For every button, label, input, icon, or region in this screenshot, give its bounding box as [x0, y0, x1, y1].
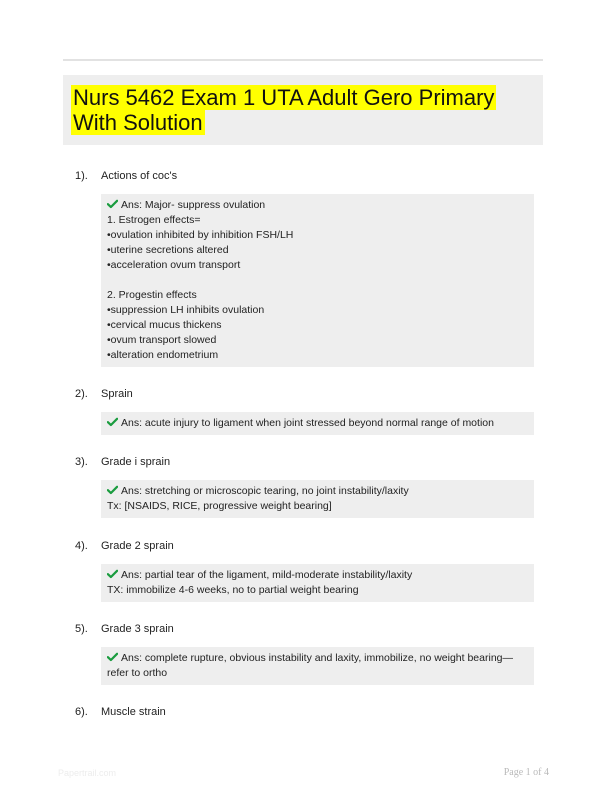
question-text: Grade 2 sprain — [101, 540, 174, 552]
answer-line — [107, 273, 528, 288]
document-title: Nurs 5462 Exam 1 UTA Adult Gero Primary With Solution — [73, 85, 495, 135]
top-divider — [63, 59, 543, 61]
answer-box — [101, 647, 534, 685]
answer-box — [101, 564, 534, 602]
answer-box — [101, 194, 534, 367]
answer-box — [101, 412, 534, 435]
answer-line: Ans: partial tear of the ligament, mild-moderate instability/laxity — [107, 568, 528, 583]
answer-line: refer to ortho — [107, 667, 168, 679]
question-text: Muscle strain — [101, 706, 166, 718]
answer-line: •suppression LH inhibits ovulation — [107, 304, 265, 316]
question-text: Actions of coc's — [101, 170, 178, 182]
check-icon — [107, 485, 118, 495]
answer-line: •uterine secretions altered — [107, 244, 229, 256]
answer-line: Ans: Major- suppress ovulation — [107, 198, 528, 213]
footer-watermark: Papertrail.com — [58, 768, 117, 778]
question-number: 4). — [75, 540, 88, 552]
question-number: 3). — [75, 456, 88, 468]
check-icon — [107, 199, 118, 209]
answer-line: Ans: acute injury to ligament when joint stressed beyond normal range of motion — [107, 416, 528, 431]
answer-line: 1. Estrogen effects= — [107, 214, 201, 226]
answer-line: Ans: complete rupture, obvious instability and laxity, immobilize, no weight bearing— — [107, 651, 528, 666]
answer-line: TX: immobilize 4-6 weeks, no to partial weight bearing — [107, 584, 359, 596]
question-number: 1). — [75, 170, 88, 182]
page-indicator: Page 1 of 4 — [503, 767, 549, 778]
answer-line: •ovulation inhibited by inhibition FSH/LH — [107, 229, 294, 241]
answer-line: •ovum transport slowed — [107, 334, 217, 346]
answer-line: Tx: [NSAIDS, RICE, progressive weight bearing] — [107, 500, 332, 512]
title-banner — [63, 75, 543, 145]
question-text: Grade i sprain — [101, 456, 171, 468]
question-text: Grade 3 sprain — [101, 623, 174, 635]
answer-line: •alteration endometrium — [107, 349, 219, 361]
answer-line: •acceleration ovum transport — [107, 259, 241, 271]
question-number: 5). — [75, 623, 88, 635]
answer-line: Ans: stretching or microscopic tearing, no joint instability/laxity — [107, 484, 528, 499]
question-number: 2). — [75, 388, 88, 400]
answer-line: •cervical mucus thickens — [107, 319, 222, 331]
check-icon — [107, 652, 118, 662]
check-icon — [107, 417, 118, 427]
check-icon — [107, 569, 118, 579]
answer-box — [101, 480, 534, 518]
question-text: Sprain — [101, 388, 133, 400]
question-number: 6). — [75, 706, 88, 718]
answer-line: 2. Progestin effects — [107, 289, 197, 301]
